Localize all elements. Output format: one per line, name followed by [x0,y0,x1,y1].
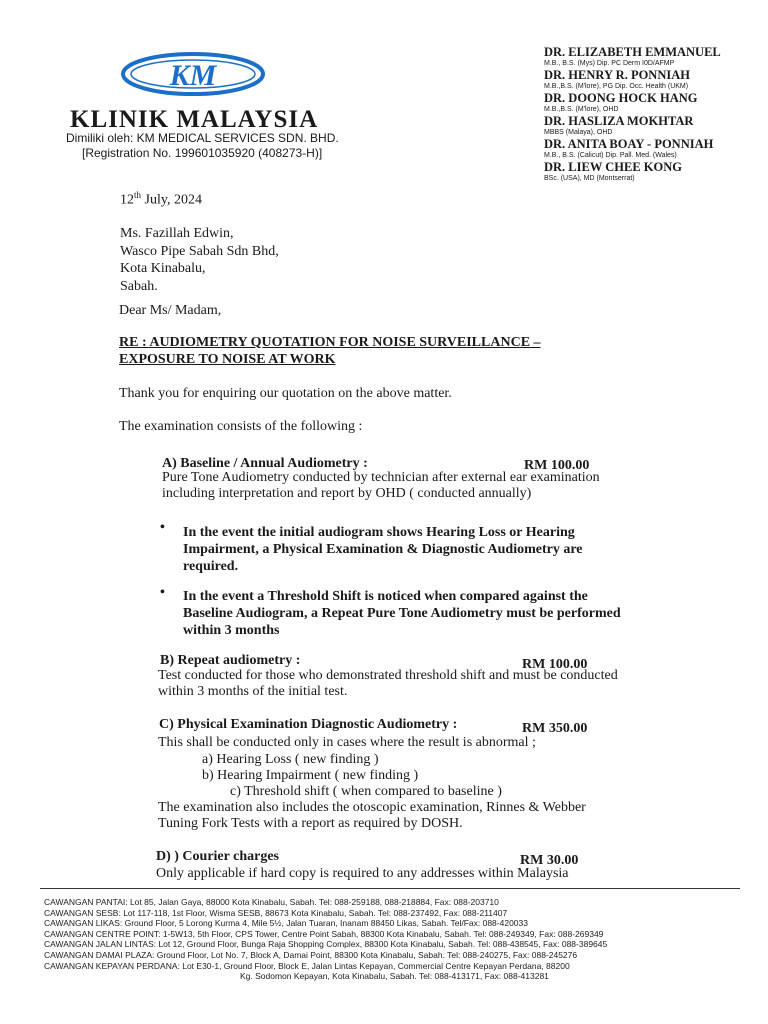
recipient-address [120,225,279,295]
doctor-qualifications: M.B.,B.S. (M'lore), PG Dip. Occ. Health (UKM) [544,83,689,90]
bullet-line: In the event a Threshold Shift is noticed when compared against the [183,589,588,604]
description-line: Test conducted for those who demonstrated threshold shift and must be conducted [158,668,618,683]
list-item: b) Hearing Impairment ( new finding ) [202,768,419,783]
branch-line: CAWANGAN DAMAI PLAZA: Ground Floor, Lot No. 7, Block A, Damai Point, 88300 Kota Kinabalu, Sabah. Tel: 088-240275, Fax: 088-245276 [44,949,578,960]
doctor-name: DR. LIEW CHEE KONG [544,160,682,174]
date-rest: July, 2024 [141,192,202,208]
branch-line: CAWANGAN SESB: Lot 117-118, 1st Floor, Wisma SESB, 88673 Kota Kinabalu, Sabah. Tel: 088-237492, Fax: 088-211407 [44,907,508,918]
bullet-line: within 3 months [183,623,280,638]
branch-line: Kg. Sodomon Kepayan, Kota Kinabalu, Sabah. Tel: 088-413171, Fax: 088-413281 [240,971,549,982]
doctor-qualifications: M.B., B.S. (Mys) Dip. PC Derm I0D/AFMP [544,60,675,67]
note-line: The examination also includes the otoscopic examination, Rinnes & Webber [158,800,586,815]
description-line: within 3 months of the initial test. [158,684,348,699]
section-b-title: B) Repeat audiometry : [160,653,301,668]
section-a-price: RM 100.00 [524,458,590,473]
svg-text:KM: KM [169,59,217,92]
section-a-bullet-1 [183,524,583,575]
address-line: Kota Kinabalu, [120,261,206,276]
subject-line [119,334,541,368]
section-d-description: Only applicable if hard copy is required to any addresses within Malaysia [156,866,569,881]
address-line: Ms. Fazillah Edwin, [120,226,234,241]
description-line: including interpretation and report by OHD ( conducted annually) [162,486,532,501]
doctor-name: DR. ANITA BOAY - PONNIAH [544,137,714,151]
branch-line: CAWANGAN JALAN LINTAS: Lot 12, Ground Floor, Bunga Raja Shopping Complex, 88300 Kota Kinabalu, Sabah. Tel: 088-438545, Fax: 088-389645 [44,939,608,950]
section-d-price: RM 30.00 [520,853,579,868]
branch-line: CAWANGAN KEPAYAN PERDANA: Lot E30-1, Ground Floor, Block E, Jalan Lintas Kepayan, Commercial Centre Kepayan Perdana, 88200 [44,960,570,971]
doctor-name: DR. HASLIZA MOKHTAR [544,114,694,128]
section-c-title: C) Physical Examination Diagnostic Audiometry : [159,717,458,732]
section-c-items [202,752,502,800]
subject-line-2: EXPOSURE TO NOISE AT WORK [119,352,336,367]
section-b-price: RM 100.00 [522,657,588,672]
bullet-line: required. [183,559,239,574]
list-item: c) Threshold shift ( when compared to baseline ) [230,784,502,799]
intro-text: Thank you for enquiring our quotation on the above matter. [119,386,452,401]
bullet-line: Baseline Audiogram, a Repeat Pure Tone Audiometry must be performed [183,606,621,621]
section-c-notes [158,800,586,832]
bullet-line: In the event the initial audiogram shows Hearing Loss or Hearing [183,525,575,540]
section-b-description [158,668,618,700]
doctor-name: DR. DOONG HOCK HANG [544,91,698,105]
branch-line: CAWANGAN PANTAI: Lot 85, Jalan Gaya, 88000 Kota Kinabalu, Sabah. Tel: 088-259188, 088-218884, Fax: 088-203710 [44,897,499,907]
doctor-qualifications: M.B., B.S. (Calicut) Dip. Pall. Med. (Wales) [544,152,677,159]
footer-divider [40,888,740,889]
date-day: 12 [120,192,134,208]
section-d-title: D) ) Courier charges [156,849,279,864]
owner-line: Dimiliki oleh: KM MEDICAL SERVICES SDN. BHD. [66,131,339,145]
section-a-title: A) Baseline / Annual Audiometry : [162,456,368,471]
km-logo [118,48,268,100]
subject-line-1: RE : AUDIOMETRY QUOTATION FOR NOISE SURVEILLANCE – [119,335,541,350]
registration-line: [Registration No. 199601035920 (408273-H)] [82,146,323,160]
doctor-name: DR. HENRY R. PONNIAH [544,68,690,82]
letter-date [120,190,202,209]
bullet-line: Impairment, a Physical Examination & Diagnostic Audiometry are [183,542,583,557]
doctor-name: DR. ELIZABETH EMMANUEL [544,45,721,59]
branch-addresses [44,897,607,982]
doctor-qualifications: BSc. (USA), MD (Montserrat) [544,175,635,182]
list-item: a) Hearing Loss ( new finding ) [202,752,379,767]
doctors-list [544,46,764,184]
section-c-description: This shall be conducted only in cases where the result is abnormal ; [158,735,536,750]
clinic-name: KLINIK MALAYSIA [70,106,319,133]
doctor-qualifications: M.B.,B.S. (M'lore), OHD [544,106,619,113]
salutation: Dear Ms/ Madam, [119,303,222,318]
note-line: Tuning Fork Tests with a report as required by DOSH. [158,816,463,831]
consists-text: The examination consists of the following : [119,419,363,434]
branch-line: CAWANGAN CENTRE POINT: 1-5W13, 5th Floor, CPS Tower, Centre Point Sabah, 88300 Kota Kinabalu, Sabah. Tel: 088-249349, Fax: 088-269349 [44,928,604,939]
description-line: Pure Tone Audiometry conducted by technician after external ear examination [162,470,600,485]
branch-line: CAWANGAN LIKAS: Ground Floor, 5 Lorong Kurma 4, Mile 5½, Jalan Tuaran, Inanam 88450 Likas, Sabah. Tel/Fax: 088-420033 [44,918,528,929]
section-c-price: RM 350.00 [522,721,588,736]
section-a-description [162,470,600,502]
address-line: Wasco Pipe Sabah Sdn Bhd, [120,243,279,259]
address-line: Sabah. [120,278,158,294]
date-suffix: th [134,190,142,200]
doctor-qualifications: MBBS (Malaya), OHD [544,129,613,136]
bullet-icon: • [160,585,165,600]
section-a-bullet-2 [183,588,621,639]
bullet-icon: • [160,520,165,535]
